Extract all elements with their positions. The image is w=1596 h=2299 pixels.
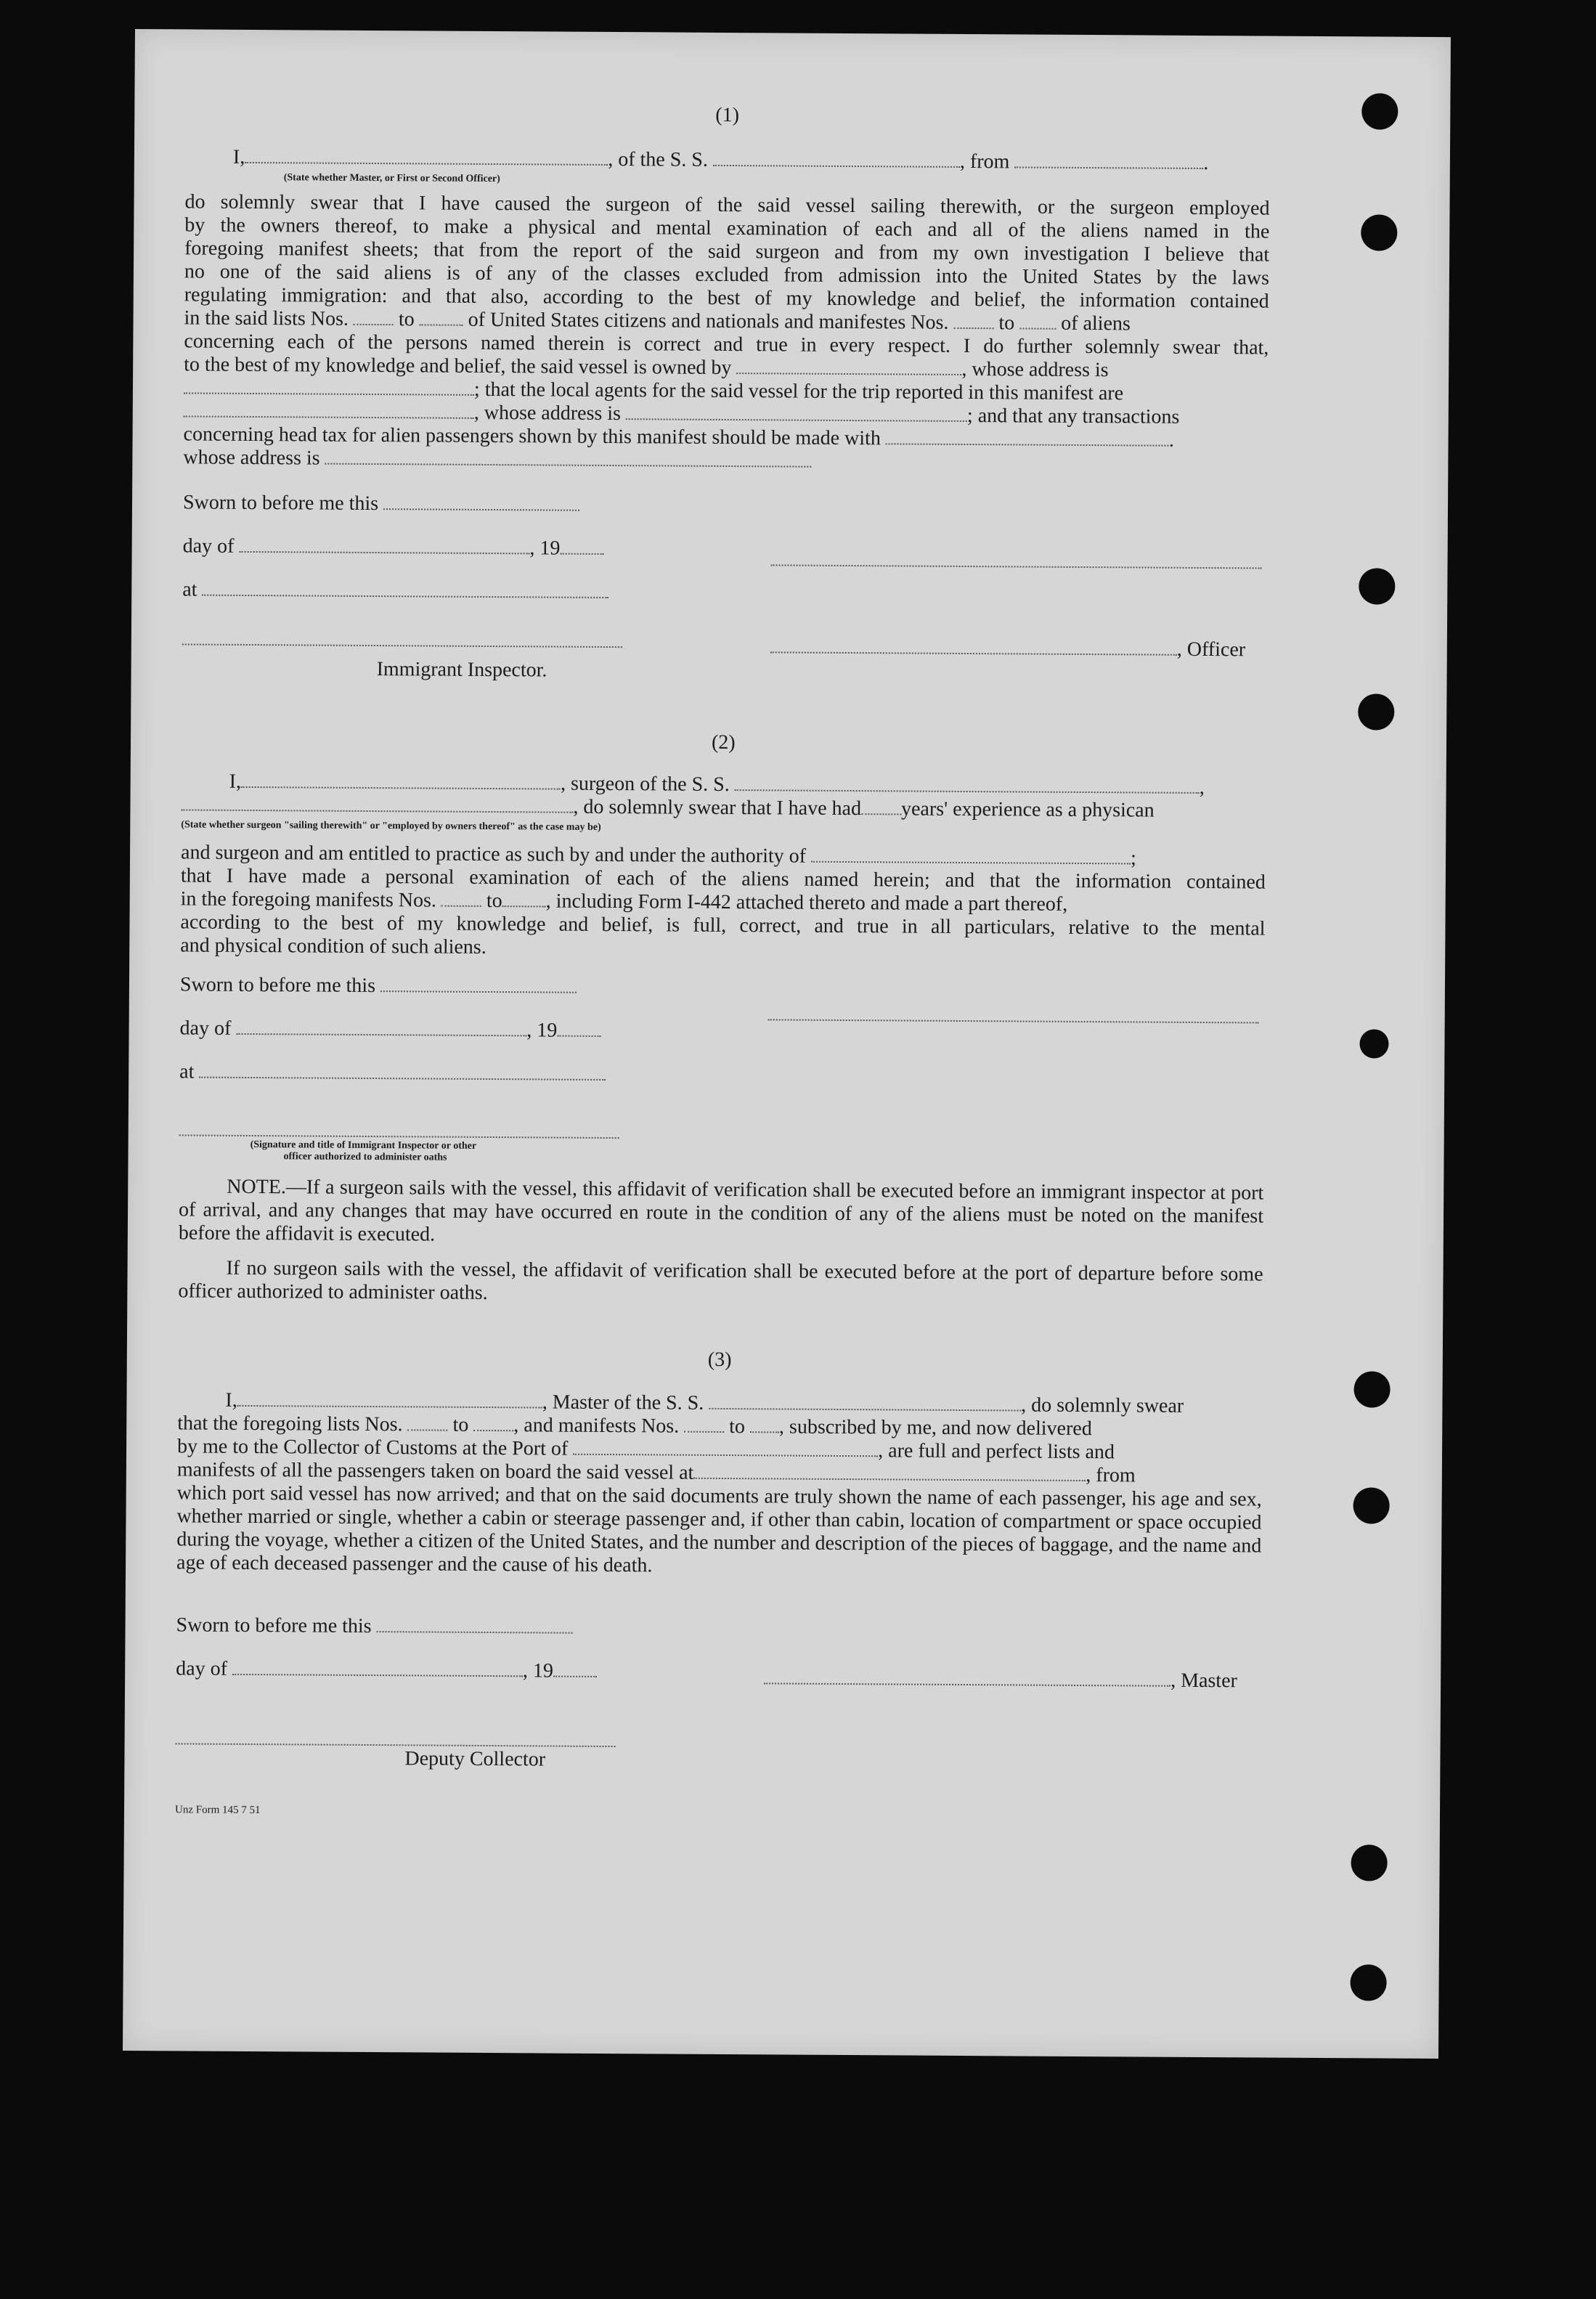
section-number: (2) — [711, 731, 736, 754]
text: whose address is — [183, 446, 320, 470]
field-hint: (State whether surgeon "sailing therewith" or "employed by owners thereof" as the case may be) — [181, 819, 601, 833]
text: concerning head tax for alien passengers shown by this manifest should be made with — [183, 423, 881, 450]
text: I, — [229, 770, 242, 793]
blank-field[interactable] — [237, 1389, 542, 1409]
punch-hole — [1351, 1844, 1387, 1881]
text: , and manifests Nos. — [513, 1414, 680, 1438]
oath-text: which port said vessel has now arrived; and that on the said documents are truly shown the name of each passenger, his age and sex, whether married or single, whether a cabin or steerage passenger and, if other than cabin, location of compartment or space occupied during the voyage, whether a citizen of the United States, and the number and description of the pieces of baggage, and the name and age of each deceased passenger and the cause of his death. — [176, 1481, 1262, 1577]
blank-field[interactable] — [736, 357, 961, 375]
punch-hole — [1361, 214, 1397, 251]
blank-field[interactable] — [770, 635, 1177, 655]
text: that the foregoing lists Nos. — [177, 1412, 403, 1436]
master-label — [764, 1667, 1237, 1693]
text: in the said lists Nos. — [184, 306, 349, 330]
punch-hole — [1359, 1029, 1388, 1058]
punch-hole — [1361, 93, 1398, 129]
blank-field[interactable] — [709, 1392, 1021, 1412]
blank-field[interactable] — [181, 793, 573, 813]
text: , are full and perfect lists and — [878, 1439, 1115, 1464]
inspector-label: Immigrant Inspector. — [376, 658, 547, 682]
text: , — [1199, 776, 1205, 799]
text: , Officer — [1176, 638, 1246, 662]
text: , of the S. S. — [608, 147, 709, 171]
blank-field[interactable] — [325, 447, 812, 468]
text: , including Form I-442 attached thereto and made a part thereof, — [545, 890, 1068, 916]
text: at — [179, 1060, 195, 1083]
text: to — [452, 1413, 469, 1436]
text: I, — [225, 1388, 237, 1412]
form-number: Unz Form 145 7 51 — [174, 1804, 261, 1817]
blank-field[interactable] — [408, 1413, 448, 1431]
blank-field[interactable] — [502, 890, 546, 907]
text: Sworn to before me this — [182, 491, 379, 516]
signature-line[interactable] — [182, 642, 622, 648]
text: to — [729, 1415, 746, 1439]
text: of United States citizens and nationals and manifestes Nos. — [468, 308, 949, 334]
punch-hole — [1358, 693, 1394, 730]
text: , 19 — [522, 1659, 554, 1682]
blank-field[interactable] — [241, 770, 561, 790]
oath-line — [181, 793, 1154, 822]
blank-field[interactable] — [693, 1462, 1086, 1481]
blank-field[interactable] — [573, 1438, 878, 1457]
blank-field[interactable] — [245, 146, 608, 166]
signature-line[interactable] — [770, 563, 1261, 569]
day-of-label — [183, 534, 604, 561]
blank-field[interactable] — [199, 1061, 606, 1081]
oath-text: do solemnly swear that I have caused the surgeon of the said vessel sailing therewith, or the surgeon employed — [184, 190, 1270, 220]
section-number: (1) — [715, 103, 740, 127]
blank-field[interactable] — [354, 308, 394, 325]
text: in the foregoing manifests Nos. — [180, 887, 437, 912]
text: by me to the Collector of Customs at the Port of — [176, 1435, 569, 1460]
note-paragraph: NOTE.—If a surgeon sails with the vessel, this affidavit of verification shall be executed before an immigrant inspector at port of arrival, and any changes that may have occurred en route in the condition of any of the aliens must be noted on the manifest before the affidavit is executed. — [178, 1175, 1264, 1246]
blank-field[interactable] — [750, 1415, 779, 1433]
blank-field[interactable] — [232, 1658, 523, 1677]
blank-field[interactable] — [684, 1415, 724, 1433]
text: , from — [959, 150, 1010, 174]
text: ; — [1130, 847, 1136, 870]
text: manifests of all the passengers taken on board the said vessel at — [176, 1458, 694, 1484]
sworn-label — [180, 973, 577, 998]
text: , Master of the S. S. — [542, 1391, 704, 1415]
text: I, — [232, 145, 245, 168]
blank-field[interactable] — [861, 797, 901, 815]
signature-line[interactable] — [179, 1133, 619, 1139]
signature-hint: officer authorized to administer oaths — [283, 1151, 447, 1163]
text: , 19 — [529, 537, 561, 560]
text: to — [398, 308, 415, 331]
signature-hint: (Signature and title of Immigrant Inspector or other — [250, 1139, 477, 1152]
text: , subscribed by me, and now delivered — [778, 1415, 1092, 1441]
text: . — [1168, 428, 1174, 452]
oath-text — [183, 446, 811, 473]
oath-text: foregoing manifest sheets; that from the report of the said surgeon and from my own investigation I believe that — [184, 237, 1270, 266]
blank-field[interactable] — [764, 1667, 1170, 1686]
oath-text: concerning each of the persons named therein is correct and true in every respect. I do further solemnly swear that, — [184, 330, 1269, 359]
blank-field[interactable] — [1019, 312, 1056, 329]
oath-text: no one of the said aliens is of any of the classes excluded from admission into the United States by the laws — [184, 260, 1270, 290]
blank-field[interactable] — [441, 890, 481, 907]
signature-line[interactable] — [176, 1741, 616, 1747]
text: Sworn to before me this — [179, 973, 376, 998]
blank-field[interactable] — [1014, 150, 1203, 169]
text: of aliens — [1061, 312, 1131, 335]
blank-field[interactable] — [184, 376, 474, 395]
text: at — [182, 578, 198, 601]
text: day of — [179, 1017, 232, 1040]
blank-field[interactable] — [553, 1660, 597, 1677]
text: day of — [176, 1657, 228, 1680]
oath-text: by the owners thereof, to make a physical and mental examination of each and all of the aliens named in the — [184, 213, 1270, 243]
punch-hole — [1359, 568, 1395, 604]
punch-hole — [1353, 1371, 1390, 1407]
text: years' experience as a physican — [900, 797, 1155, 822]
text: to — [486, 889, 502, 913]
day-of-label — [179, 1017, 600, 1043]
field-hint: (State whether Master, or First or Second Officer) — [283, 172, 500, 185]
blank-field[interactable] — [886, 427, 1169, 446]
text: , do solemnly swear that I have had — [573, 795, 862, 821]
text: , from — [1086, 1464, 1136, 1487]
day-of-label — [176, 1657, 597, 1683]
form-page — [123, 29, 1451, 2059]
blank-field[interactable] — [560, 537, 603, 555]
signature-line[interactable] — [768, 1017, 1259, 1023]
oath-text: and physical condition of such aliens. — [180, 934, 486, 959]
punch-hole — [1353, 1487, 1389, 1523]
blank-field[interactable] — [202, 579, 608, 598]
blank-field[interactable] — [236, 1017, 526, 1036]
text: , 19 — [526, 1019, 558, 1042]
at-label — [179, 1060, 606, 1086]
blank-field[interactable] — [713, 149, 960, 168]
text: , whose address is — [961, 357, 1109, 382]
text: Sworn to before me this — [176, 1614, 372, 1638]
note-paragraph: If no surgeon sails with the vessel, the affidavit of verification shall be executed before at the port of departure before some officer authorized to administer oaths. — [178, 1256, 1263, 1304]
text: ; that the local agents for the said vessel for the trip reported in this manifest are — [473, 378, 1124, 405]
text: , do solemnly swear — [1021, 1393, 1184, 1417]
oath-line: I, , of the S. S. , from . — [232, 145, 1209, 175]
sworn-label — [176, 1614, 572, 1639]
blank-field[interactable] — [380, 974, 577, 993]
blank-field[interactable] — [735, 773, 1200, 794]
sworn-label — [183, 491, 579, 516]
text: and surgeon and am entitled to practice as such by and under the authority of — [180, 841, 807, 868]
text: , surgeon of the S. S. — [560, 772, 730, 797]
oath-text: according to the best of my knowledge and belief, is full, correct, and true in all particulars, relative to the mental — [180, 911, 1266, 940]
deputy-label: Deputy Collector — [404, 1747, 546, 1771]
blank-field[interactable] — [184, 399, 474, 418]
text: to — [998, 312, 1015, 335]
blank-field[interactable] — [420, 308, 463, 325]
punch-hole — [1350, 1964, 1386, 2001]
text: , whose address is — [473, 401, 622, 426]
text: to the best of my knowledge and belief, the said vessel is owned by — [184, 353, 732, 380]
blank-field[interactable] — [377, 1615, 573, 1634]
blank-field[interactable] — [557, 1020, 600, 1037]
text: ; and that any transactions — [966, 404, 1180, 428]
blank-field[interactable] — [473, 1414, 513, 1431]
blank-field[interactable] — [811, 845, 1131, 865]
at-label — [182, 578, 608, 604]
oath-text: that I have made a personal examination of each of the aliens named herein; and that the information contained — [180, 864, 1266, 894]
text: , Master — [1170, 1669, 1237, 1693]
officer-label — [770, 635, 1246, 662]
oath-text: regulating immigration: and that also, according to the best of my knowledge and belief, the information contained — [184, 283, 1269, 313]
blank-field[interactable] — [626, 402, 967, 422]
blank-field[interactable] — [239, 535, 529, 554]
section-number: (3) — [707, 1348, 732, 1372]
text: day of — [182, 534, 235, 558]
blank-field[interactable] — [383, 492, 579, 511]
blank-field[interactable] — [953, 312, 993, 329]
